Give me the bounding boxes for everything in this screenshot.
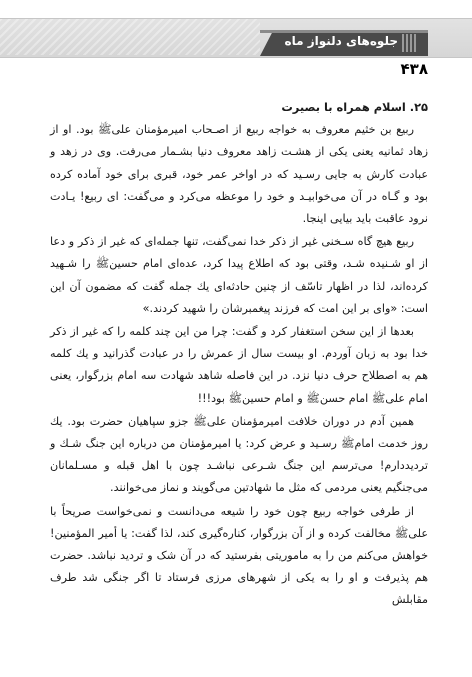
- body-text: [50, 96, 428, 613]
- page-number: ۴۳۸: [400, 60, 428, 78]
- section-heading: ۲۵. اسلام همراه با بصیرت: [281, 100, 428, 114]
- book-title: جلوه‌های دلنواز ماه: [284, 34, 398, 48]
- title-tab-accent: [260, 30, 428, 33]
- paragraph-5: از طرفی خواجه ربیع چون خود را شیعه می‌دانست و نمی‌خواست صریحاً با علی‌ﷺ مخالفت کرده و از آن بزرگوار، کناره‌گیری کند، لذا گفت: یا أمیر المؤمنین! خواهش می‌کنم من را به ماموریتی بفرستید که در آن شک و تردید نباشد. حضرت هم پذیرفت و او را به یکی از شهرهای مرزی فرستاد تا اگر جنگی شد طرف مقابلش: [50, 504, 428, 607]
- paragraph-1: ربیع بن خثیم معروف به خواجه ربیع از اصـحاب امیرمؤمنان علی‌ﷺ بود. او از زهاد ثمانیه یعنی یکی از هشـت زاهد معروف دنیا بشـمار می‌رفت. وی در زهد و عبادت کارش به جایی رسـید که در اواخر عمر خود، قبری برای خود آماده کرده بود و گـاه در آن می‌خوابیـد و خود را موعظه می‌کرد و می‌گفت: ای ربیع! یـادت نرود عاقبت باید بیایی اینجا.: [50, 123, 428, 226]
- paragraph-4: همین آدم در دوران خلافت امیرمؤمنان علی‌ﷺ جزو سپاهیان حضرت بود. یك روز خدمت امام‌ﷺ رسـید و عرض کرد: یا امیرمؤمنان من درباره این جنگ شـك و تردیددارم! می‌ترسم این جنگ شـرعی نباشـد چون با اهل قبله و مسـلمانان می‌جنگیم یعنی مردمی که مثل ما شهادتین می‌گویند و نماز می‌خوانند.: [50, 414, 428, 495]
- spine-marks: [402, 34, 416, 52]
- header-pattern: [0, 19, 260, 55]
- paragraph-2: ربیع هیچ گاه سـخنی غیر از ذکر خدا نمی‌گفت، تنها جمله‌ای که غیر از ذکر و دعا از او شـنیده شـد، وقتی بود که اطلاع پیدا کرد، عده‌ای امام حسین‌ﷺ را شـهید کرده‌اند، لذا در اظهار تاسّف از چنین حادثه‌ای یك جمله گفت که مضمون آن این است: «وای بر این امت که فرزند پیغمبرشان را شهید کردند.»: [50, 235, 428, 315]
- paragraph-3: بعدها از این سخن استغفار کرد و گفت: چرا من این چند کلمه را که غیر از ذکر خدا بود به زبان آوردم. او بیست سال از عمرش را در عبادت گذرانید و یك کلمه هم به اصطلاح حرف دنیا نزد. در این فاصله شاهد شهادت سه امام بزرگوار، یعنی امام علی‌ﷺ امام حسن‌ﷺ و امام حسین‌ﷺ بود!!!: [50, 325, 428, 405]
